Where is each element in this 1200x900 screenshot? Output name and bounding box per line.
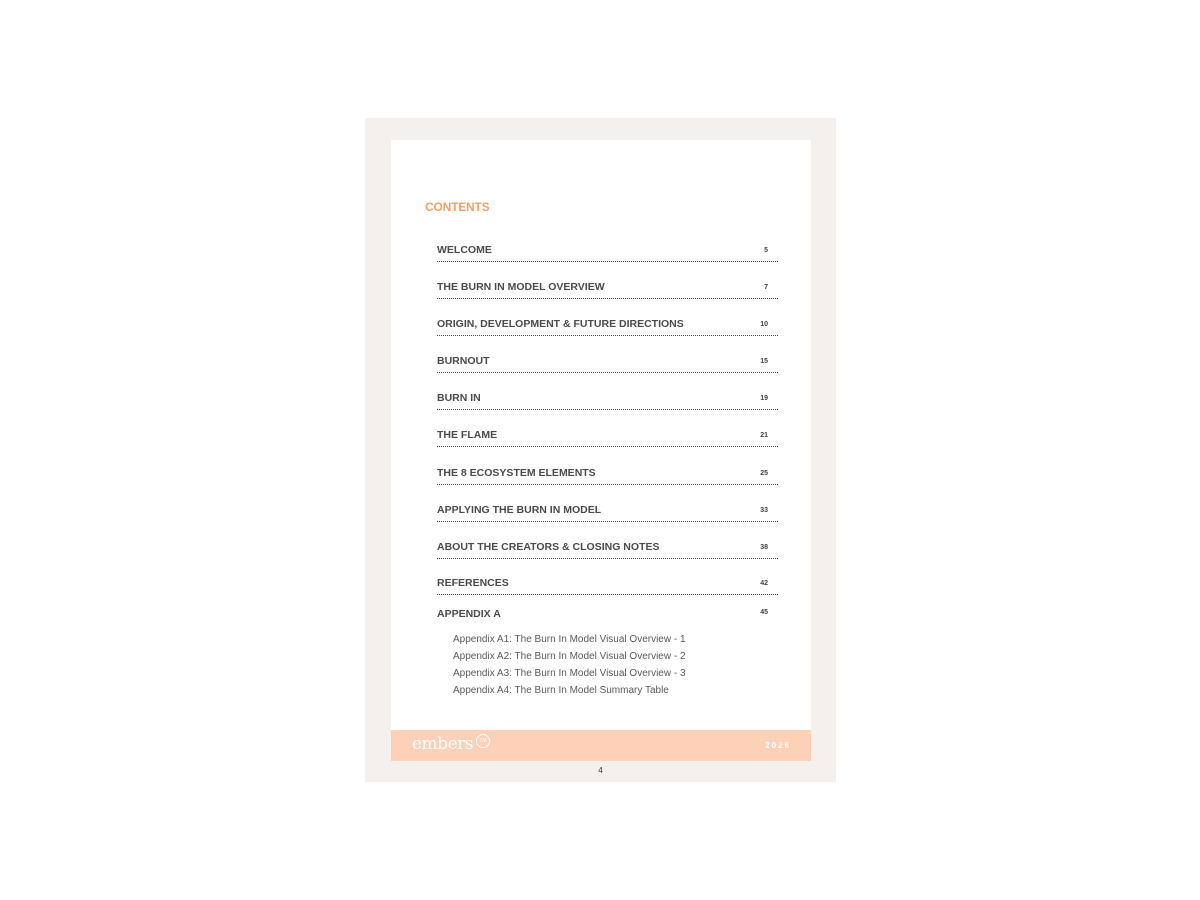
toc-entry-page-number: 21 (760, 432, 768, 439)
toc-entry-label: BURN IN (437, 392, 481, 404)
toc-entry-label: BURNOUT (437, 355, 490, 367)
toc-entry-origin[interactable] (437, 317, 778, 336)
toc-entry-welcome[interactable] (437, 243, 778, 262)
trademark-badge: TM (476, 734, 490, 748)
toc-entry-page-number: 45 (760, 609, 768, 616)
toc-entry-label: WELCOME (437, 244, 492, 256)
footer-band (391, 730, 811, 761)
appendix-sub-item[interactable]: Appendix A3: The Burn In Model Visual Overview - 3 (453, 668, 686, 679)
brand-logo (412, 734, 490, 754)
appendix-sub-item[interactable]: Appendix A1: The Burn In Model Visual Overview - 1 (453, 634, 686, 645)
contents-heading: CONTENTS (425, 200, 490, 214)
appendix-sub-item[interactable]: Appendix A4: The Burn In Model Summary Table (453, 685, 669, 696)
toc-entry-label: APPLYING THE BURN IN MODEL (437, 504, 602, 516)
toc-entry-page-number: 10 (760, 321, 768, 328)
toc-entry-label: APPENDIX A (437, 608, 501, 620)
toc-entry-references[interactable] (437, 576, 778, 595)
toc-entry-model-overview[interactable] (437, 280, 778, 299)
toc-entry-label: ABOUT THE CREATORS & CLOSING NOTES (437, 541, 660, 553)
toc-entry-page-number: 42 (760, 580, 768, 587)
toc-entry-page-number: 33 (760, 507, 768, 514)
brand-wordmark: embers (412, 734, 473, 754)
toc-entry-appendix-a[interactable] (437, 608, 778, 622)
toc-entry-label: REFERENCES (437, 577, 509, 589)
toc-entry-page-number: 15 (760, 358, 768, 365)
appendix-sub-item[interactable]: Appendix A2: The Burn In Model Visual Overview - 2 (453, 651, 686, 662)
toc-entry-label: THE 8 ECOSYSTEM ELEMENTS (437, 467, 596, 479)
toc-entry-applying-model[interactable] (437, 503, 778, 522)
toc-entry-burn-in[interactable] (437, 391, 778, 410)
toc-entry-the-flame[interactable] (437, 428, 778, 447)
toc-entry-about-creators[interactable] (437, 540, 778, 559)
toc-entry-label: ORIGIN, DEVELOPMENT & FUTURE DIRECTIONS (437, 318, 684, 330)
toc-entry-burnout[interactable] (437, 354, 778, 373)
footer-year: 2026 (765, 741, 791, 750)
toc-entry-page-number: 19 (760, 395, 768, 402)
toc-entry-label: THE BURN IN MODEL OVERVIEW (437, 281, 605, 293)
toc-entry-page-number: 7 (764, 284, 768, 291)
document-sheet (365, 118, 836, 782)
document-page (391, 140, 811, 761)
toc-entry-page-number: 38 (760, 544, 768, 551)
toc-entry-label: THE FLAME (437, 429, 498, 441)
toc-entry-page-number: 5 (764, 247, 768, 254)
page-number: 4 (598, 766, 603, 775)
toc-entry-ecosystem-elements[interactable] (437, 465, 778, 485)
toc-entry-page-number: 25 (760, 470, 768, 477)
appendix-sub-list (453, 631, 686, 699)
